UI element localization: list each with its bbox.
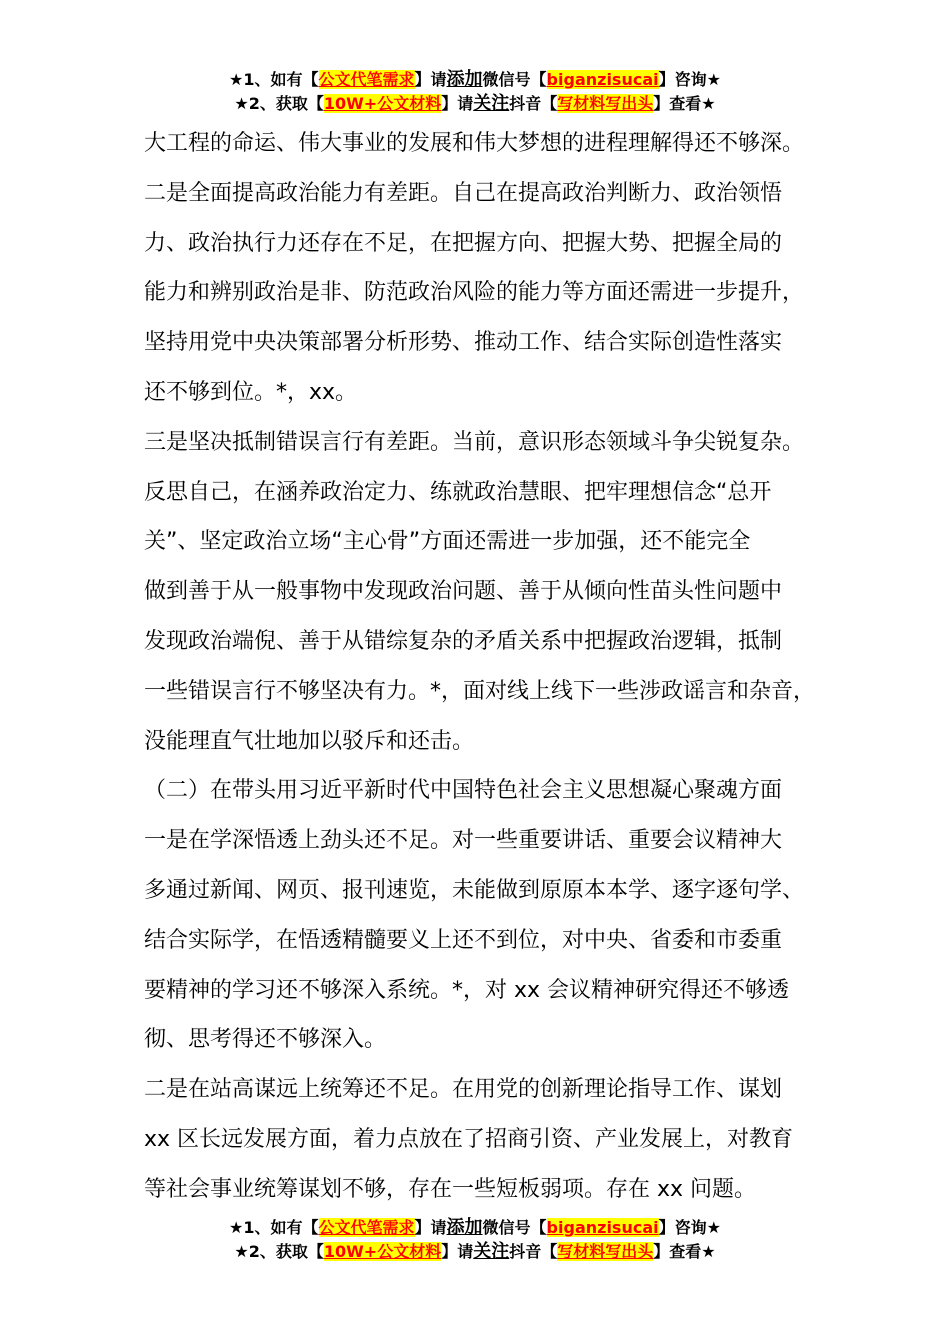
section-heading: （二）在带头用习近平新时代中国特色社会主义思想凝心聚魂方面	[144, 778, 783, 804]
banner-emphasis: 添加	[446, 1217, 483, 1238]
text-line: 坚持用党中央决策部署分析形势、推动工作、结合实际创造性落实	[144, 330, 783, 356]
banner-highlight: 写材料写出头	[557, 1242, 654, 1261]
banner-text: ★2、获取【	[234, 1242, 324, 1261]
text-line: 一些错误言行不够坚决有力。*，面对线上线下一些涉政谣言和杂音，	[144, 678, 816, 704]
banner-text: 抖音【	[509, 1242, 558, 1261]
text-line: 关”、坚定政治立场“主心骨”方面还需进一步加强，还不能完全	[144, 529, 751, 555]
text-line: xx 区长远发展方面，着力点放在了招商引资、产业发展上，对教育	[144, 1126, 794, 1152]
text-line: 一是在学深悟透上劲头还不足。对一些重要讲话、重要会议精神大	[144, 828, 783, 854]
banner-emphasis: 关注	[473, 93, 510, 114]
banner-highlight: 写材料写出头	[557, 94, 654, 113]
banner-highlight: 10W+公文材料	[323, 94, 442, 113]
text-line: 结合实际学，在悟透精髓要义上还不到位，对中央、省委和市委重	[144, 927, 783, 953]
text-line: 大工程的命运、伟大事业的发展和伟大梦想的进程理解得还不够深。	[144, 131, 805, 156]
text-line: 能力和辨别政治是非、防范政治风险的能力等方面还需进一步提升，	[144, 280, 805, 306]
footer-banner	[0, 1216, 950, 1264]
text-line: 三是坚决抵制错误言行有差距。当前，意识形态领域斗争尖锐复杂。	[144, 429, 805, 455]
banner-text: 抖音【	[509, 94, 558, 113]
banner-line-1	[0, 68, 950, 92]
banner-line-1	[0, 1216, 950, 1240]
text-line: 彻、思考得还不够深入。	[144, 1027, 387, 1053]
text-line: 还不够到位。*，xx。	[144, 379, 358, 405]
banner-text: ★2、获取【	[234, 94, 324, 113]
banner-text: 】请	[414, 70, 447, 89]
banner-text: 】咨询★	[658, 1218, 721, 1237]
banner-text: 微信号【	[482, 1218, 547, 1237]
banner-highlight: 公文代笔需求	[318, 70, 415, 89]
document-body	[144, 119, 834, 1215]
banner-text: 】请	[441, 94, 474, 113]
text-line: 发现政治端倪、善于从错综复杂的矛盾关系中把握政治逻辑，抵制	[144, 628, 783, 654]
banner-emphasis: 添加	[446, 69, 483, 90]
banner-highlight: biganzisucai	[546, 70, 659, 89]
text-line: 没能理直气壮地加以驳斥和还击。	[144, 728, 475, 754]
text-line: 等社会事业统筹谋划不够，存在一些短板弱项。存在 xx 问题。	[144, 1176, 757, 1202]
banner-line-2	[0, 1240, 950, 1264]
banner-highlight: biganzisucai	[546, 1218, 659, 1237]
banner-text: 】查看★	[653, 1242, 716, 1261]
banner-text: 】查看★	[653, 94, 716, 113]
text-line: 二是全面提高政治能力有差距。自己在提高政治判断力、政治领悟	[144, 180, 783, 206]
banner-text: 】请	[441, 1242, 474, 1261]
text-line: 要精神的学习还不够深入系统。*，对 xx 会议精神研究得还不够透	[144, 977, 790, 1003]
banner-text: 微信号【	[482, 70, 547, 89]
text-line: 二是在站高谋远上统筹还不足。在用党的创新理论指导工作、谋划	[144, 1077, 783, 1103]
banner-highlight: 公文代笔需求	[318, 1218, 415, 1237]
text-line: 做到善于从一般事物中发现政治问题、善于从倾向性苗头性问题中	[144, 579, 783, 605]
banner-text: 】请	[414, 1218, 447, 1237]
banner-text: ★1、如有【	[229, 1218, 319, 1237]
banner-highlight: 10W+公文材料	[323, 1242, 442, 1261]
text-line: 反思自己，在涵养政治定力、练就政治慧眼、把牢理想信念“总开	[144, 479, 772, 505]
banner-text: ★1、如有【	[229, 70, 319, 89]
text-line: 多通过新闻、网页、报刊速览，未能做到原原本本学、逐字逐句学、	[144, 877, 805, 903]
text-line: 力、政治执行力还存在不足，在把握方向、把握大势、把握全局的	[144, 230, 783, 256]
header-banner	[0, 68, 950, 116]
banner-emphasis: 关注	[473, 1241, 510, 1262]
banner-line-2	[0, 92, 950, 116]
banner-text: 】咨询★	[658, 70, 721, 89]
